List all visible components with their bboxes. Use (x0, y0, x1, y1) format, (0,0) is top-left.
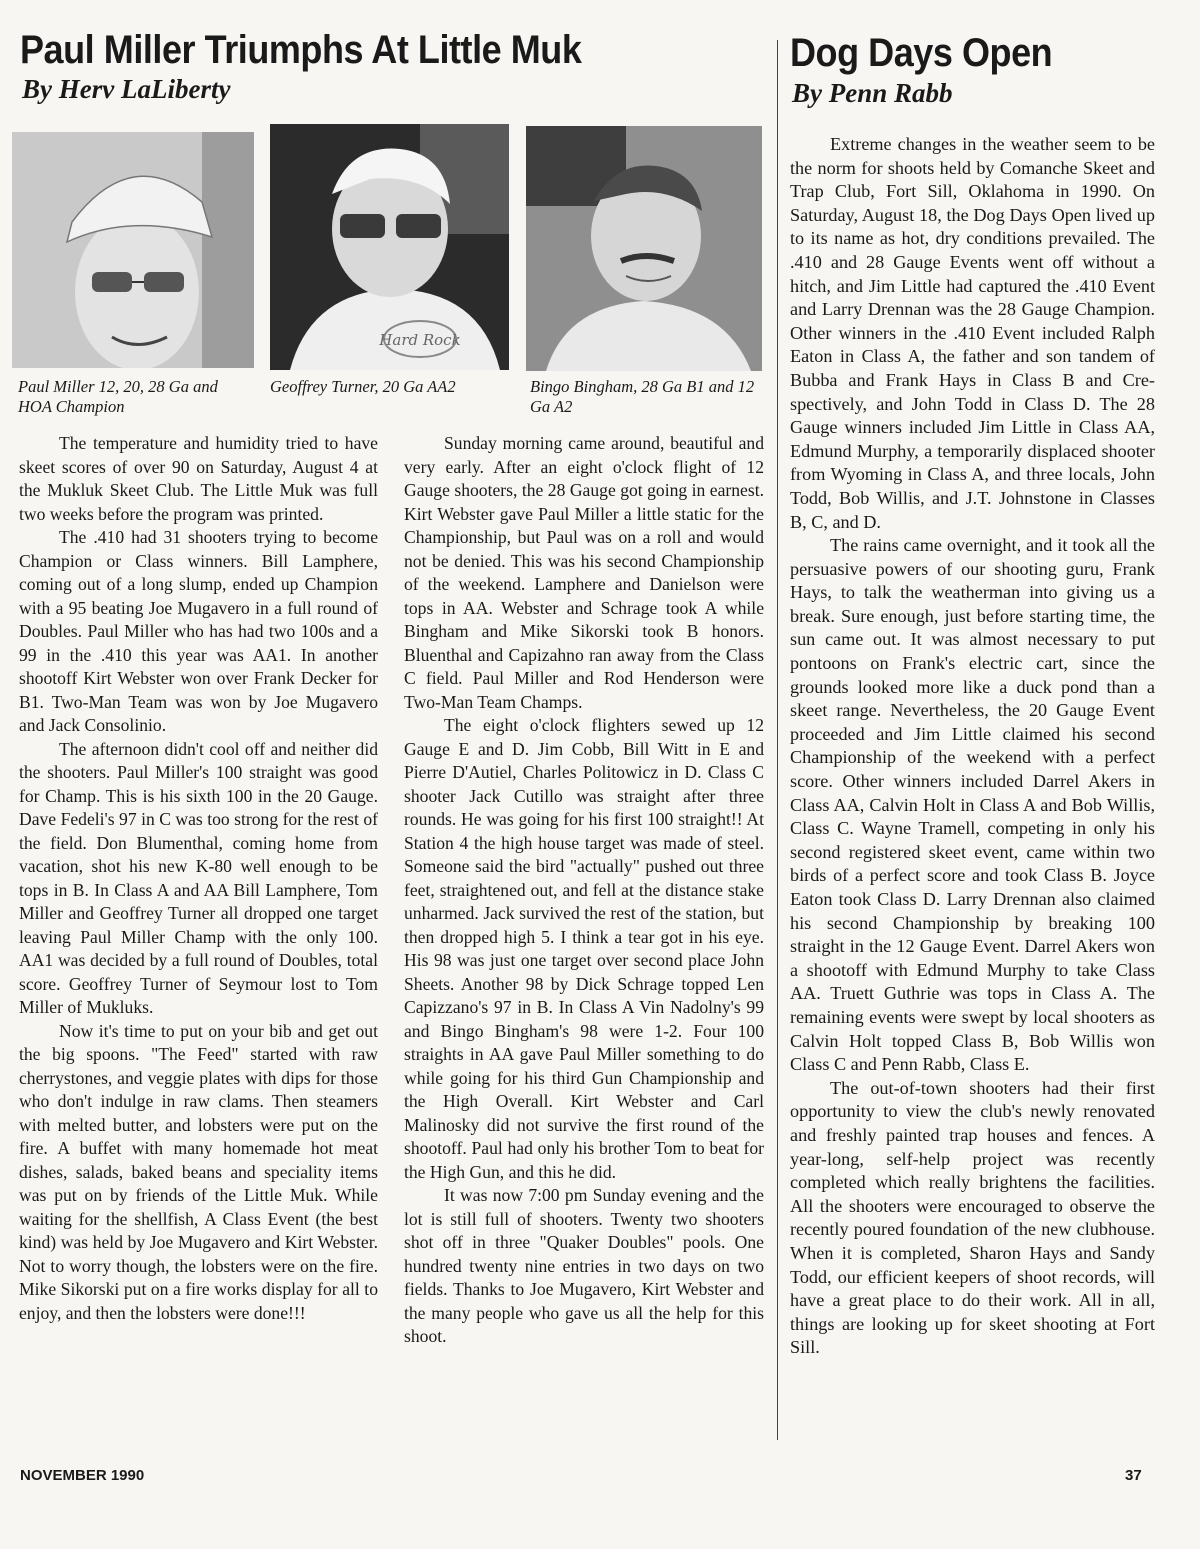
photo-geoffrey-turner (270, 124, 509, 370)
issue-date: NOVEMBER 1990 (20, 1467, 145, 1484)
paragraph: The .410 had 31 shooters trying to become Champion or Class winners. Bill Lamphere, coming out of a long slump, ended up Champion with a 95 beating Joe Mugavero in a full round of Doubles. Paul Miller who has had two 100s and a 99 in the .410 this year was AA1. In another shootoff Kirt Webster won over Frank Decker for B1. Two-Man Team was won by Joe Mugavero and Jack Consolinio. (19, 527, 378, 735)
photo-caption-geoffrey-turner: Geoffrey Turner, 20 Ga AA2 (270, 377, 456, 396)
article1-column-1 (19, 432, 378, 1325)
article1-column-2 (404, 432, 764, 1349)
paragraph: The out-of-town shooters had their first opportunity to view the club's newly renovated and freshly painted trap houses and fences. A year-long, self-help project was recently completed which really brightens the facilities. All the shooters were encouraged to observe the recently poured foundation of the new clubhouse. When it is completed, Sharon Hays and Sandy Todd, our efficient keepers of shoot records, will have a great place to do their work. All in all, things are looking up for skeet shooting at Fort Sill. (790, 1077, 1155, 1358)
photo-bingo-bingham (526, 126, 762, 371)
page-number: 37 (1125, 1467, 1142, 1484)
article2-headline: Dog Days Open (790, 31, 1053, 75)
article1-headline: Paul Miller Triumphs At Little Muk (20, 28, 582, 72)
paragraph: The eight o'clock flighters sewed up 12 Gauge E and D. Jim Cobb, Bill Witt in E and Pierre D'Autiel, Charles Politowicz in D. Class C shooter Jack Cutillo was straight after three rounds. He was going for his first 100 straight!! At Station 4 the high house target was made of steel. Someone said the bird "actually" pushed out three feet, straightened out, and fell at the distance stake unharmed. Jack survived the rest of the station, but then dropped high 5. I think a tear got in his eye. His 98 was just one target over second place John Sheets. Another 98 by Dick Schrage topped Len Capizzano's 97 in B. In Class A Vin Nadolny's 99 and Bingo Bingham's 98 were 1-2. Four 100 straights in AA gave Paul Miller something to do while going for his third Gun Championship and the High Overall. Kirt Webster and Carl Malinosky did not survive the first round of the shootoff. Paul had only his brother Tom to beat for the High Gun, and this he did. (404, 715, 764, 1182)
paragraph: The rains came overnight, and it took all the persuasive powers of our shooting guru, Frank Hays, to talk the weatherman into giving us a break. Sure enough, just before starting time, the sun came out. It was almost necessary to put pontoons on Frank's electric cart, since the grounds looked more like a duck pond than a skeet range. Nevertheless, the 20 Gauge Event proceeded and Jim Little claimed his second Championship of the weekend with a perfect score. Other winners included Darrel Akers in Class AA, Calvin Holt in Class A and Bob Willis, Class C. Wayne Tramell, competing in only his second registered skeet event, came within two birds of a perfect score and took Class B. Joyce Eaton took Class D. Larry Drennan also claimed his second Championship by breaking 100 straight in the 12 Gauge Event. Darrel Akers won a shootoff with Edmund Murphy to take Class AA. Truett Guthrie was tops in Class A. The remaining events were swept by local shooters as Calvin Holt topped Class B, Bob Willis won Class C and Penn Rabb, Class E. (790, 535, 1155, 1075)
photo-paul-miller (12, 132, 254, 368)
paragraph: The afternoon didn't cool off and neither did the shooters. Paul Miller's 100 straight was good for Champ. This is his sixth 100 in the 20 Gauge. Dave Fedeli's 97 in C was too strong for the rest of the field. Don Blumenthal, coming home from vacation, shot his new K-80 well enough to be tops in B. In Class A and AA Bill Lamphere, Tom Miller and Geoffrey Turner all dropped one target leaving Paul Miller Champ with the only 100. AA1 was decided by a full round of Doubles, total score. Geoffrey Turner of Seymour lost to Tom Miller of Mukluks. (19, 738, 378, 1017)
photo-caption-paul-miller: Paul Miller 12, 20, 28 Ga and HOA Champion (18, 377, 218, 416)
paragraph: Now it's time to put on your bib and get out the big spoons. "The Feed" started with raw cherrystones, and veggie plates with dips for those who don't indulge in raw clams. Then steamers with melted butter, and lobsters were put on the fire. A buffet with many homemade hot meat dishes, salads, baked beans and speciality items was put on by friends of the Little Muk. While waiting for the shellfish, A Class Event (the best kind) was held by Joe Mugavero and Kirt Webster. Not to worry though, the lobsters were on the fire. Mike Sikorski put on a fire works display for all to enjoy, and then the lobsters were done!!! (19, 1020, 378, 1323)
paragraph: Extreme changes in the weather seem to be the norm for shoots held by Comanche Skeet and Trap Club, Fort Sill, Oklahoma in 1990. On Saturday, August 18, the Dog Days Open lived up to its name as hot, dry conditions prevailed. The .410 and 28 Gauge Events went off without a hitch, and Jim Little had captured the .410 Event and Larry Drennan was the 28 Gauge Champion. Other winners in the .410 Event included Ralph Eaton in Class A, the father and son tandem of Bubba and Frank Hays in Class B and Cre-spectively, and John Todd in Class D. The 28 Gauge winners included Jim Little in Class AA, Edmund Murphy, a temporarily displaced shooter from Wyoming in Class A, and three locals, John Todd, Bob Willis, and J.T. Johnstone in Classes B, C, and D. (790, 134, 1155, 532)
column-divider (777, 40, 778, 1440)
photo-caption-bingo-bingham: Bingo Bingham, 28 Ga B1 and 12 Ga A2 (530, 377, 755, 416)
hard-rock-shirt-logo: Hard Rock (379, 331, 461, 349)
article2-column (790, 133, 1155, 1360)
article1-byline: By Herv LaLiberty (22, 74, 231, 104)
article2-byline: By Penn Rabb (792, 78, 953, 108)
paragraph: It was now 7:00 pm Sunday evening and the lot is still full of shooters. Twenty two shooters shot off in three "Quaker Doubles" pools. One hundred twenty nine entries in two days on two fields. Thanks to Joe Mugavero, Kirt Webster and the many people who gave us all the help for this shoot. (404, 1185, 764, 1346)
paragraph: Sunday morning came around, beautiful and very early. After an eight o'clock flight of 12 Gauge shooters, the 28 Gauge got going in earnest. Kirt Webster gave Paul Miller a little static for the Championship, but Paul was on a roll and would not be denied. This was his second Championship of the weekend. Lamphere and Danielson were tops in AA. Webster and Schrage took A while Bingham and Mike Sikorski took B honors. Bluenthal and Capizahno ran away from the Class C field. Paul Miller and Rod Henderson were Two-Man Team Champs. (404, 433, 764, 712)
paragraph: The temperature and humidity tried to have skeet scores of over 90 on Saturday, August 4 at the Mukluk Skeet Club. The Little Muk was full two weeks before the program was printed. (19, 433, 378, 524)
